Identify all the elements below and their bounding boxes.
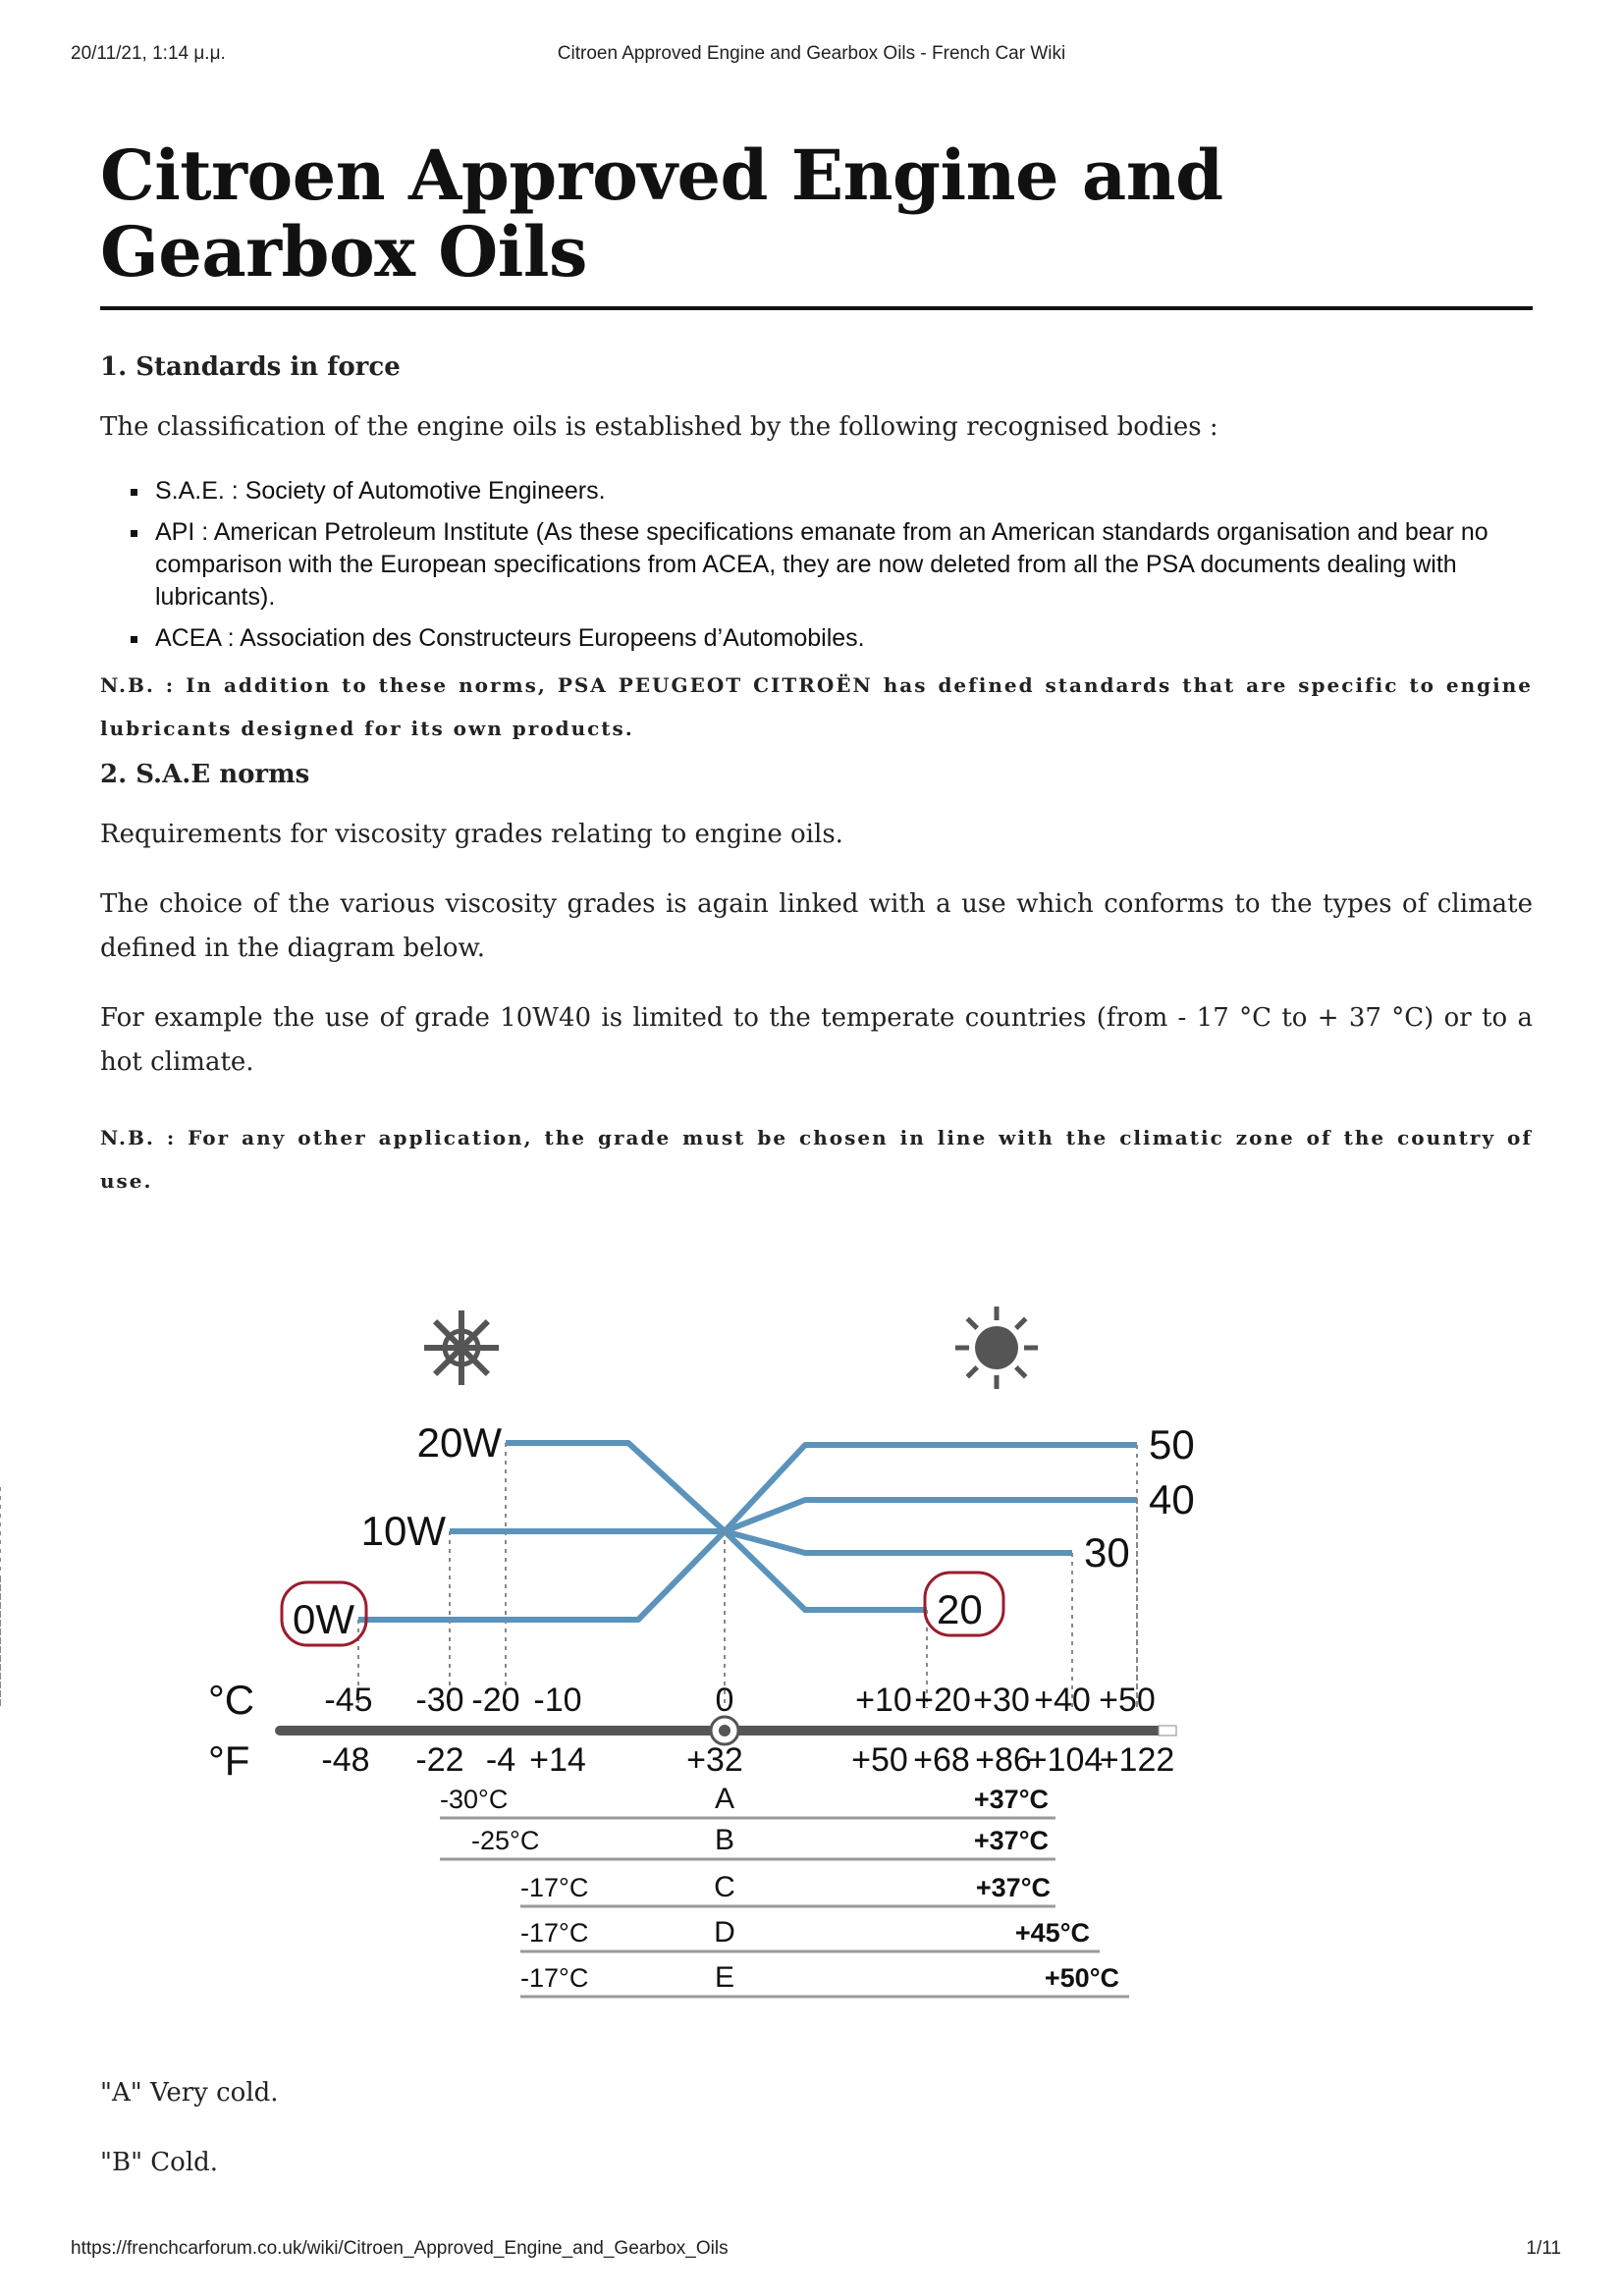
zone-min: -17°C xyxy=(520,1918,589,1948)
viscosity-diagram-svg xyxy=(0,1286,1623,2032)
zone-letter: C xyxy=(714,1871,735,1903)
grade-label: 0W xyxy=(293,1596,354,1642)
celsius-tick: -45 xyxy=(324,1682,373,1719)
zone-min: -17°C xyxy=(520,1963,589,1993)
grade-label: 40 xyxy=(1149,1476,1195,1522)
grade-line-20 xyxy=(725,1531,927,1610)
celsius-tick: +50 xyxy=(1099,1682,1156,1719)
zone-max: +37°C xyxy=(973,1826,1049,1855)
zone-letter: E xyxy=(714,1961,735,1994)
standards-intro: The classification of the engine oils is established by the following recognised bodies : xyxy=(100,412,1218,442)
fahrenheit-tick: -4 xyxy=(485,1741,516,1779)
grade-label: 20 xyxy=(937,1586,983,1632)
nb-climatic-zone: N.B. : For any other application, the grade must be chosen in line with the climatic zone of the country of use. xyxy=(100,1126,1533,1193)
fahrenheit-tick: +50 xyxy=(851,1741,908,1779)
celsius-tick: -30 xyxy=(415,1682,464,1719)
zone-max: +37°C xyxy=(973,1785,1049,1814)
zone-min: -25°C xyxy=(471,1826,540,1855)
celsius-tick: -20 xyxy=(471,1682,520,1719)
snowflake-icon xyxy=(424,1310,499,1385)
sae-paragraph-1: Requirements for viscosity grades relating to engine oils. xyxy=(100,820,843,849)
fahrenheit-tick: +68 xyxy=(913,1741,970,1779)
zone-b-description: "B" Cold. xyxy=(100,2148,219,2177)
grade-line-30 xyxy=(725,1531,1072,1553)
climate-zone-legend xyxy=(100,2071,1533,2185)
print-page-title: Citroen Approved Engine and Gearbox Oils - French Car Wiki xyxy=(557,43,1066,64)
zone-max: +37°C xyxy=(975,1873,1051,1902)
fahrenheit-tick: +32 xyxy=(686,1741,743,1779)
print-url: https://frenchcarforum.co.uk/wiki/Citroen_Approved_Engine_and_Gearbox_Oils xyxy=(71,2238,729,2259)
grade-line-40 xyxy=(725,1500,1137,1531)
standards-bodies-list xyxy=(100,475,1533,655)
zone-letter: B xyxy=(714,1824,735,1856)
unit-celsius: °C xyxy=(208,1677,255,1723)
zone-a-description: "A" Very cold. xyxy=(100,2078,279,2108)
fahrenheit-tick: +14 xyxy=(529,1741,586,1779)
celsius-tick: +10 xyxy=(855,1682,912,1719)
zone-min: -30°C xyxy=(440,1785,509,1814)
zone-min: -17°C xyxy=(520,1873,589,1902)
sae-paragraph-2: The choice of the various viscosity grades is again linked with a use which conforms to the types of climate defined in the diagram below. xyxy=(100,889,1533,963)
grade-label: 50 xyxy=(1149,1421,1195,1468)
celsius-tick: +20 xyxy=(914,1682,971,1719)
celsius-tick: +30 xyxy=(973,1682,1030,1719)
article xyxy=(100,134,1533,1202)
fahrenheit-tick: +122 xyxy=(1099,1741,1175,1779)
grade-label: 20W xyxy=(416,1419,502,1466)
zone-letter: A xyxy=(714,1783,735,1815)
fahrenheit-tick: +104 xyxy=(1027,1741,1104,1779)
axis-end xyxy=(1159,1726,1176,1735)
grade-line-20W xyxy=(506,1443,725,1531)
print-datetime: 20/11/21, 1:14 μ.μ. xyxy=(71,43,226,64)
grade-label: 10W xyxy=(360,1508,446,1554)
celsius-tick: -10 xyxy=(533,1682,582,1719)
fahrenheit-tick: -48 xyxy=(321,1741,370,1779)
fahrenheit-tick: +86 xyxy=(975,1741,1032,1779)
celsius-tick: 0 xyxy=(715,1682,734,1719)
zero-marker-dot xyxy=(719,1725,730,1736)
zone-max: +45°C xyxy=(1014,1918,1090,1948)
sae-paragraph-3: For example the use of grade 10W40 is limited to the temperate countries (from - 17 °C to + 37 °C) or to a hot climate. xyxy=(100,1003,1533,1077)
viscosity-diagram xyxy=(0,1286,1623,2032)
zone-letter: D xyxy=(714,1916,735,1949)
print-page-number: 1/11 xyxy=(1526,2238,1561,2259)
unit-fahrenheit: °F xyxy=(208,1737,250,1784)
list-item: ▪ API : American Petroleum Institute (As these specifications emanate from an American standards organisation and bear no comparison with the European specifications from ACEA, they are now deleted from all the PSA documents dealing with lubricants). xyxy=(151,516,1533,614)
grade-line-50 xyxy=(725,1445,1137,1531)
fahrenheit-tick: -22 xyxy=(415,1741,464,1779)
sun-icon xyxy=(955,1307,1038,1389)
article-title: Citroen Approved Engine and Gearbox Oils xyxy=(100,137,1533,310)
list-item: ▪ ACEA : Association des Constructeurs Europeens d’Automobiles. xyxy=(151,622,1533,655)
list-item: ▪ S.A.E. : Society of Automotive Engineers. xyxy=(151,475,1533,507)
nb-psa-standards: N.B. : In addition to these norms, PSA PEUGEOT CITROËN has defined standards that are specific to engine lubricants designed for its own products. xyxy=(100,673,1533,740)
grade-label: 30 xyxy=(1084,1529,1130,1575)
section-heading-sae: 2. S.A.E norms xyxy=(100,760,310,789)
zone-max: +50°C xyxy=(1044,1963,1119,1993)
section-heading-standards: 1. Standards in force xyxy=(100,352,401,382)
celsius-tick: +40 xyxy=(1034,1682,1091,1719)
